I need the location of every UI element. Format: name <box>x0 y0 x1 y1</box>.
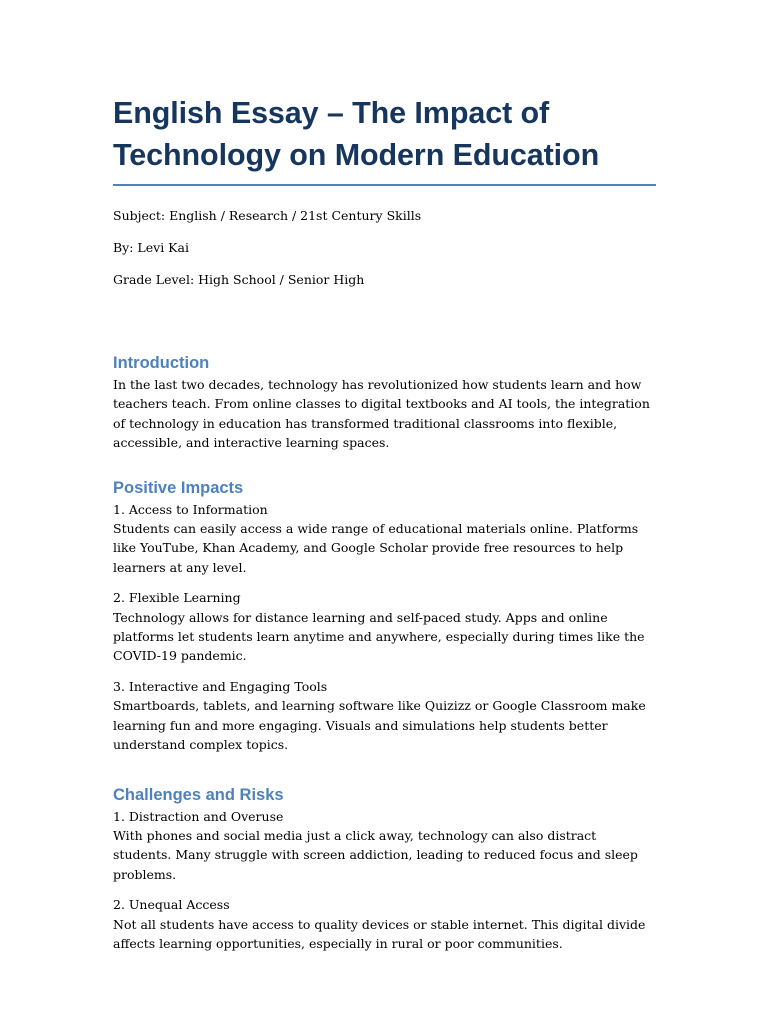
list-item <box>113 895 656 953</box>
item-text: Not all students have access to quality devices or stable internet. This digital divide affects learning opportunities, especially in rural or poor communities. <box>113 916 646 951</box>
item-title: 2. Unequal Access <box>113 897 230 913</box>
list-item <box>113 807 656 885</box>
item-title: 1. Access to Information <box>113 501 268 517</box>
item-text: Students can easily access a wide range of educational materials online. Platforms like YouTube, Khan Academy, and Google Scholar provide free resources to help learners at any level. <box>113 521 639 575</box>
document-title: English Essay – The Impact of Technology on Modern Education <box>113 92 656 186</box>
item-text: Technology allows for distance learning and self-paced study. Apps and online platforms let students learn anytime and anywhere, especially during times like the COVID-19 pandemic. <box>113 609 645 664</box>
item-title: 2. Flexible Learning <box>113 590 241 606</box>
introduction-paragraph: In the last two decades, technology has revolutionized how students learn and how teachers teach. From online classes to digital textbooks and AI tools, the integration of technology in education has transformed traditional classrooms into flexible, accessible, and interactive learning spaces. <box>113 377 650 451</box>
document-page <box>113 92 656 953</box>
list-item <box>113 500 656 578</box>
author-line: By: Levi Kai <box>113 240 189 255</box>
item-title: 3. Interactive and Engaging Tools <box>113 678 328 694</box>
positive-impacts-heading: Positive Impacts <box>113 478 244 497</box>
introduction-heading: Introduction <box>113 354 210 372</box>
subject-line: Subject: English / Research / 21st Century Skills <box>113 208 422 223</box>
item-title: 1. Distraction and Overuse <box>113 808 284 824</box>
challenges-heading: Challenges and Risks <box>113 785 284 804</box>
list-item <box>113 677 656 755</box>
grade-level-line: Grade Level: High School / Senior High <box>113 272 365 287</box>
item-text: With phones and social media just a click away, technology can also distract students. Many struggle with screen addiction, leading to reduced focus and sleep problems. <box>113 827 638 882</box>
item-text: Smartboards, tablets, and learning software like Quizizz or Google Classroom make learning fun and more engaging. Visuals and simulations help students better understand complex topics. <box>113 698 646 753</box>
list-item <box>113 588 656 666</box>
positive-impacts-list <box>113 500 656 755</box>
challenges-list <box>113 807 656 954</box>
